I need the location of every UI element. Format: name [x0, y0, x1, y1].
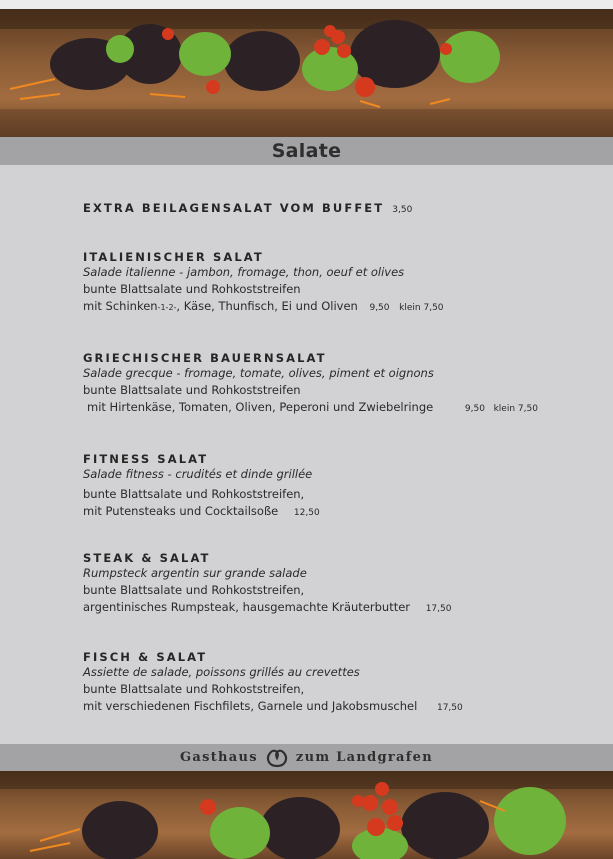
item-description-line-1: bunte Blattsalate und Rohkoststreifen	[83, 383, 301, 397]
brand-name-left: Gasthaus	[179, 750, 258, 765]
item-description-line-1: bunte Blattsalate und Rohkoststreifen	[83, 282, 301, 296]
menu-item-fitness-salat	[83, 452, 553, 522]
item-name: EXTRA BEILAGENSALAT VOM BUFFET	[83, 201, 385, 215]
header-salad-photo	[0, 9, 613, 137]
item-price-small: klein 7,50	[493, 404, 538, 414]
pretzel-icon	[264, 748, 290, 768]
item-description-line-1: bunte Blattsalate und Rohkoststreifen,	[83, 583, 305, 597]
top-strip	[0, 0, 613, 9]
brand-name-right: zum Landgrafen	[295, 750, 433, 765]
item-name: ITALIENISCHER SALAT	[83, 250, 264, 264]
item-description-line-1: bunte Blattsalate und Rohkoststreifen,	[83, 682, 305, 696]
item-description-line-2: mit Putensteaks und Cocktailsoße 12,50	[83, 504, 320, 518]
item-french-description: Assiette de salade, poissons grillés au crevettes	[83, 665, 360, 679]
item-name: FISCH & SALAT	[83, 650, 208, 664]
restaurant-brand	[180, 748, 433, 768]
item-french-description: Salade grecque - fromage, tomate, olives, piment et oignons	[83, 366, 434, 380]
item-description-line-2: mit Schinken-1-2-, Käse, Thunfisch, Ei und Oliven 9,50 klein 7,50	[83, 299, 444, 313]
item-price-small: klein 7,50	[399, 303, 444, 313]
footer-bar	[0, 744, 613, 771]
item-price: 17,50	[425, 604, 452, 614]
page-title: Salate	[271, 140, 342, 162]
menu-item-griechischer-bauernsalat	[83, 351, 553, 418]
title-bar	[0, 137, 613, 165]
item-description-line-2: argentinisches Rumpsteak, hausgemachte Kräuterbutter 17,50	[83, 600, 452, 614]
item-description-line-1: bunte Blattsalate und Rohkoststreifen,	[83, 487, 305, 501]
menu-item-italienischer-salat	[83, 250, 553, 317]
item-french-description: Salade fitness - crudités et dinde grillée	[83, 467, 313, 481]
item-name: STEAK & SALAT	[83, 551, 211, 565]
item-price: 12,50	[293, 508, 320, 518]
item-name: FITNESS SALAT	[83, 452, 209, 466]
item-name: GRIECHISCHER BAUERNSALAT	[83, 351, 327, 365]
item-description-line-2: mit Hirtenkäse, Tomaten, Oliven, Peperoni und Zwiebelringe 9,50 klein 7,50	[87, 400, 538, 414]
menu-item-steak-salat	[83, 551, 553, 618]
item-description-line-2: mit verschiedenen Fischfilets, Garnele und Jakobsmuschel 17,50	[83, 699, 463, 713]
item-price: 3,50	[392, 205, 413, 215]
item-price: 9,50	[369, 303, 390, 313]
menu-item-extra-beilagensalat	[83, 197, 553, 216]
item-french-description: Rumpsteck argentin sur grande salade	[83, 566, 307, 580]
additive-note: -1-2-	[157, 303, 177, 312]
item-french-description: Salade italienne - jambon, fromage, thon, oeuf et olives	[83, 265, 405, 279]
item-price: 9,50	[464, 404, 485, 414]
footer-salad-photo	[0, 771, 613, 859]
menu-item-fisch-salat	[83, 650, 553, 717]
item-price: 17,50	[436, 703, 463, 713]
